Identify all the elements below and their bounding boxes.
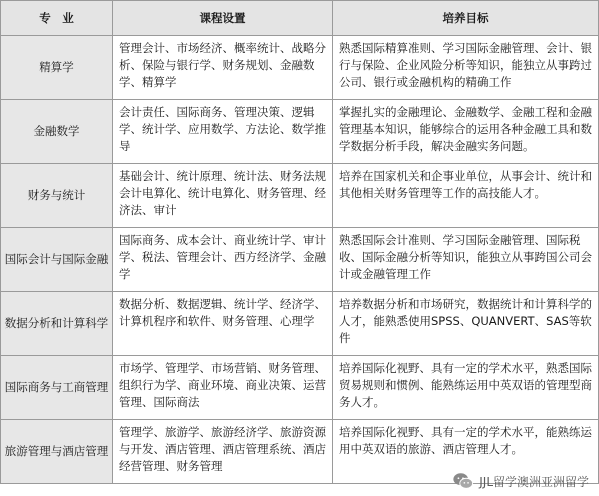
- header-row: [1, 1, 599, 36]
- goal-cell: 培养国际化视野、具有一定的学术水平，能熟练运用中英双语的旅游、酒店管理人才。: [333, 420, 599, 484]
- goal-cell: 熟悉国际精算准则、学习国际金融管理、会计、银行与保险、企业风险分析等知识，能独立从事跨过公司、银行或金融机构的精确工作: [333, 36, 599, 100]
- major-cell: 国际商务与工商管理: [1, 356, 113, 420]
- header-courses: 课程设置: [113, 1, 333, 36]
- major-cell: 数据分析和计算科学: [1, 292, 113, 356]
- courses-cell: 国际商务、成本会计、商业统计学、审计学、税法、管理会计、西方经济学、金融学: [113, 228, 333, 292]
- goal-cell: 培养数据分析和市场研究，数据统计和计算科学的人才，能熟悉使用SPSS、QUANVERT、SAS等软件: [333, 292, 599, 356]
- table-row: [1, 100, 599, 164]
- goal-cell: 培养在国家机关和企事业单位，从事会计、统计和其他相关财务管理等工作的高技能人才。: [333, 164, 599, 228]
- major-cell: 旅游管理与酒店管理: [1, 420, 113, 484]
- major-cell: 财务与统计: [1, 164, 113, 228]
- wechat-icon: [452, 470, 474, 492]
- watermark-text: JJL留学澳洲亚洲留学: [479, 474, 589, 489]
- goal-cell: 掌握扎实的金融理论、金融数学、金融工程和金融管理基本知识，能够综合的运用各种金融工具和数学数据分析手段，解决金融实务问题。: [333, 100, 599, 164]
- goal-cell: 培养国际化视野、具有一定的学术水平，熟悉国际贸易规则和惯例、能熟练运用中英双语的管理型商务人才。: [333, 356, 599, 420]
- courses-cell: 市场学、管理学、市场营销、财务管理、组织行为学、商业环境、商业决策、运营管理、国际商法: [113, 356, 333, 420]
- header-major: 专 业: [1, 1, 113, 36]
- table-row: [1, 356, 599, 420]
- table-row: [1, 292, 599, 356]
- table-row: [1, 36, 599, 100]
- courses-cell: 会计责任、国际商务、管理决策、逻辑学、统计学、应用数学、方法论、数学推导: [113, 100, 333, 164]
- courses-cell: 管理学、旅游学、旅游经济学、旅游资源与开发、酒店管理、酒店管理系统、酒店经营管理、财务管理: [113, 420, 333, 484]
- table-row: [1, 164, 599, 228]
- major-cell: 精算学: [1, 36, 113, 100]
- major-cell: 国际会计与国际金融: [1, 228, 113, 292]
- major-cell: 金融数学: [1, 100, 113, 164]
- courses-cell: 管理会计、市场经济、概率统计、战略分析、保险与银行学、财务规划、金融数学、精算学: [113, 36, 333, 100]
- watermark: [452, 470, 589, 492]
- table-row: [1, 228, 599, 292]
- courses-cell: 基础会计、统计原理、统计法、财务法规会计电算化、统计电算化、财务管理、经济法、审计: [113, 164, 333, 228]
- goal-cell: 熟悉国际会计准则、学习国际金融管理、国际税收、国际金融分析等知识，能独立从事跨国公司会计或金融管理工作: [333, 228, 599, 292]
- courses-cell: 数据分析、数据逻辑、统计学、经济学、计算机程序和软件、财务管理、心理学: [113, 292, 333, 356]
- header-goal: 培养目标: [333, 1, 599, 36]
